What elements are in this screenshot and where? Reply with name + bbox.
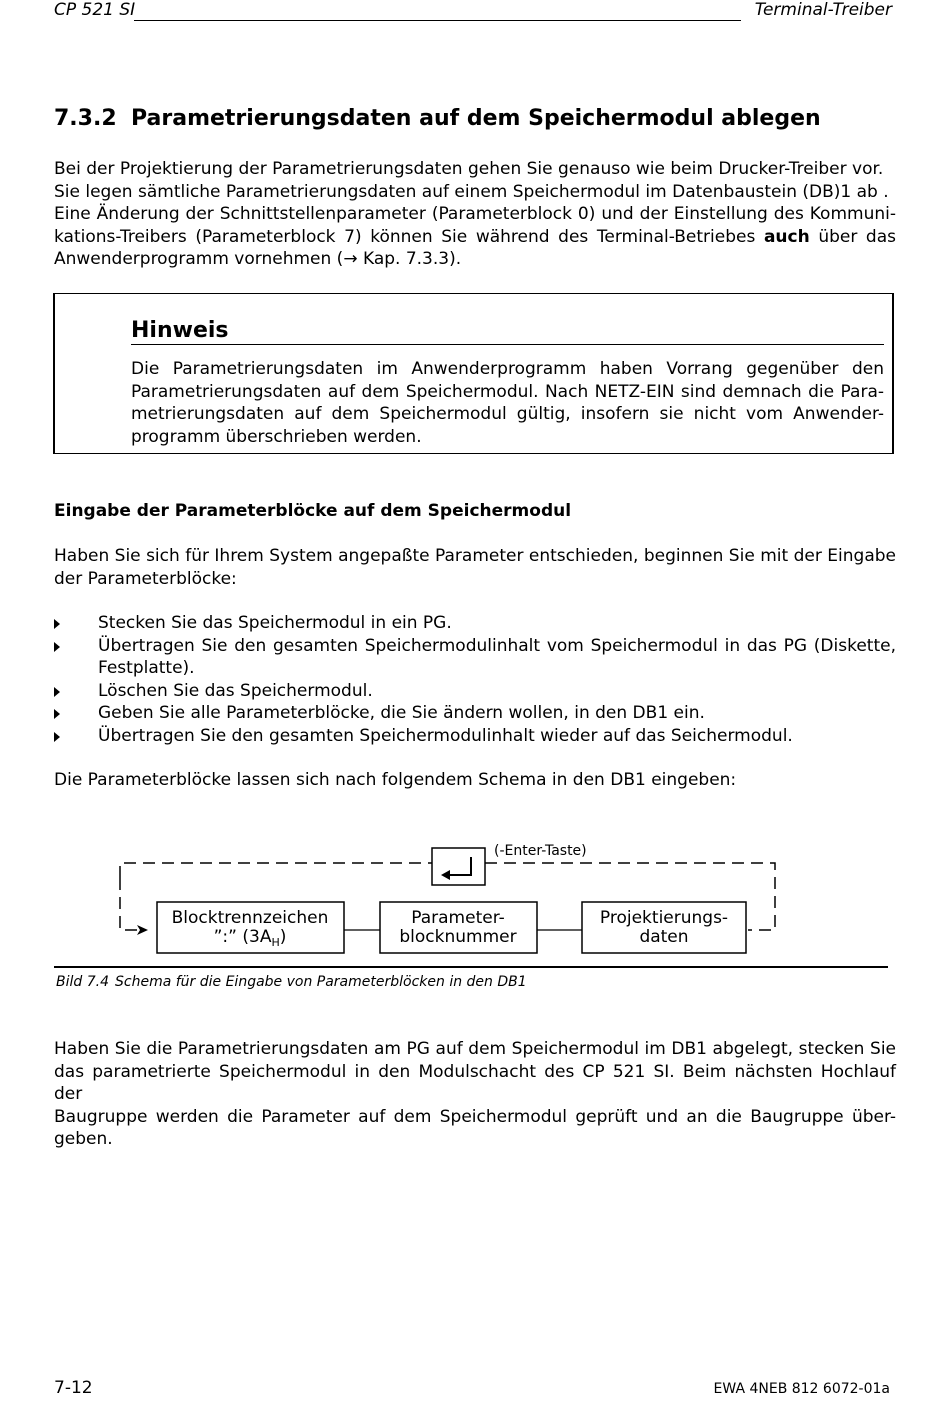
section-title: Parametrierungsdaten auf dem Speichermodul ablegen <box>131 106 821 131</box>
para4-line-3: Baugruppe werden die Parameter auf dem Speichermodul geprüft und an die Baugruppe über- <box>54 1106 896 1127</box>
bullet-list <box>54 612 896 747</box>
bullet-arrow-icon <box>54 732 60 742</box>
loop-left-line <box>120 878 140 930</box>
para2-line-1: Haben Sie sich für Ihrem System angepaßte Parameter entschieden, beginnen Sie mit der Eingabe <box>54 546 896 566</box>
box1-line2: ”:” $(3A_H)$ <box>213 927 287 949</box>
list-item: Übertragen Sie den gesamten Speichermodulinhalt wieder auf das Seichermodul. <box>54 725 896 748</box>
list-item: Stecken Sie das Speichermodul in ein PG. <box>54 612 896 635</box>
bullet-arrow-icon <box>54 709 60 719</box>
paragraph-3: Die Parameterblöcke lassen sich nach folgendem Schema in den DB1 eingeben: <box>54 770 737 790</box>
note-line-1: Die Parametrierungsdaten im Anwenderprogramm haben Vorrang gegenüber den <box>131 359 884 379</box>
note-rule <box>131 344 884 345</box>
figure-rule <box>54 966 888 968</box>
paragraph-2 <box>54 545 896 590</box>
box2-line1: Parameter- <box>411 908 505 928</box>
figure-caption-text: Schema für die Eingabe von Parameterblöcken in den DB1 <box>115 974 527 990</box>
note-line-2: Parametrierungsdaten auf dem Speichermodul. Nach NETZ-EIN sind demnach die Para- <box>131 381 884 402</box>
note-line-4: programm überschrieben werden. <box>131 426 422 447</box>
page-number: 7-12 <box>54 1378 93 1398</box>
para4-line-1: Haben Sie die Parametrierungsdaten am PG auf dem Speichermodul im DB1 abgelegt, stecken Sie <box>54 1039 896 1059</box>
list-item: Übertragen Sie den gesamten Speichermodulinhalt vom Speichermodul in das PG (Diskette, Festplatte). <box>54 635 896 680</box>
enter-key-label: (-Enter-Taste) <box>494 843 587 859</box>
box3-line1: Projektierungs- <box>599 908 729 928</box>
section-heading <box>54 106 821 131</box>
note-title: Hinweis <box>131 318 229 343</box>
header-rule <box>134 20 741 21</box>
list-item: Löschen Sie das Speichermodul. <box>54 680 896 703</box>
section-number: 7.3.2 <box>54 106 117 131</box>
figure-label: Bild 7.4 <box>56 974 109 990</box>
intro-line-5: Anwenderprogramm vornehmen (→ Kap. 7.3.3). <box>54 249 462 269</box>
intro-line-3: Eine Änderung der Schnittstellenparameter (Parameterblock 0) und der Einstellung des Kommuni- <box>54 204 896 224</box>
para2-line-2: der Parameterblöcke: <box>54 568 237 589</box>
bullet-arrow-icon <box>54 619 60 629</box>
loop-top-left-line <box>120 863 432 878</box>
note-line-3: metrierungsdaten auf dem Speichermodul gültig, insofern sie nicht vom Anwender- <box>131 404 884 424</box>
intro-line-1: Bei der Projektierung der Parametrierungsdaten gehen Sie genauso wie beim Drucker-Treiber vor. <box>54 159 884 179</box>
figure-caption <box>56 974 527 990</box>
intro-line-2: Sie legen sämtliche Parametrierungsdaten auf einem Speichermodul im Datenbaustein (DB)1 ab . <box>54 181 889 202</box>
list-item: Geben Sie alle Parameterblöcke, die Sie ändern wollen, in den DB1 ein. <box>54 702 896 725</box>
header-right: Terminal-Treiber <box>754 0 892 20</box>
entry-schema-diagram <box>0 830 950 965</box>
loop-arrowhead-icon <box>137 925 148 935</box>
header-left: CP 521 SI <box>54 0 136 20</box>
enter-key-box <box>432 848 485 885</box>
arrow-right-icon: → <box>343 249 358 269</box>
paragraph-4 <box>54 1038 896 1151</box>
intro-paragraph <box>54 158 896 271</box>
subheading: Eingabe der Parameterblöcke auf dem Speichermodul <box>54 501 572 521</box>
bullet-arrow-icon <box>54 687 60 697</box>
box3-line2: daten <box>639 927 689 947</box>
para4-line-4: geben. <box>54 1129 113 1149</box>
note-text <box>131 358 884 448</box>
document-id: EWA 4NEB 812 6072-01a <box>713 1381 890 1397</box>
para4-line-2: das parametrierte Speichermodul in den Modulschacht des CP 521 SI. Beim nächsten Hochlauf der <box>54 1061 896 1104</box>
box2-line2: blocknummer <box>399 927 517 947</box>
emphasis-auch: auch <box>763 226 810 247</box>
bullet-arrow-icon <box>54 642 60 652</box>
box1-line1: Blocktrennzeichen <box>171 908 329 928</box>
intro-line-4: kations-Treibers (Parameterblock 7) können Sie während des Terminal-Betriebes auch über das <box>54 226 897 247</box>
